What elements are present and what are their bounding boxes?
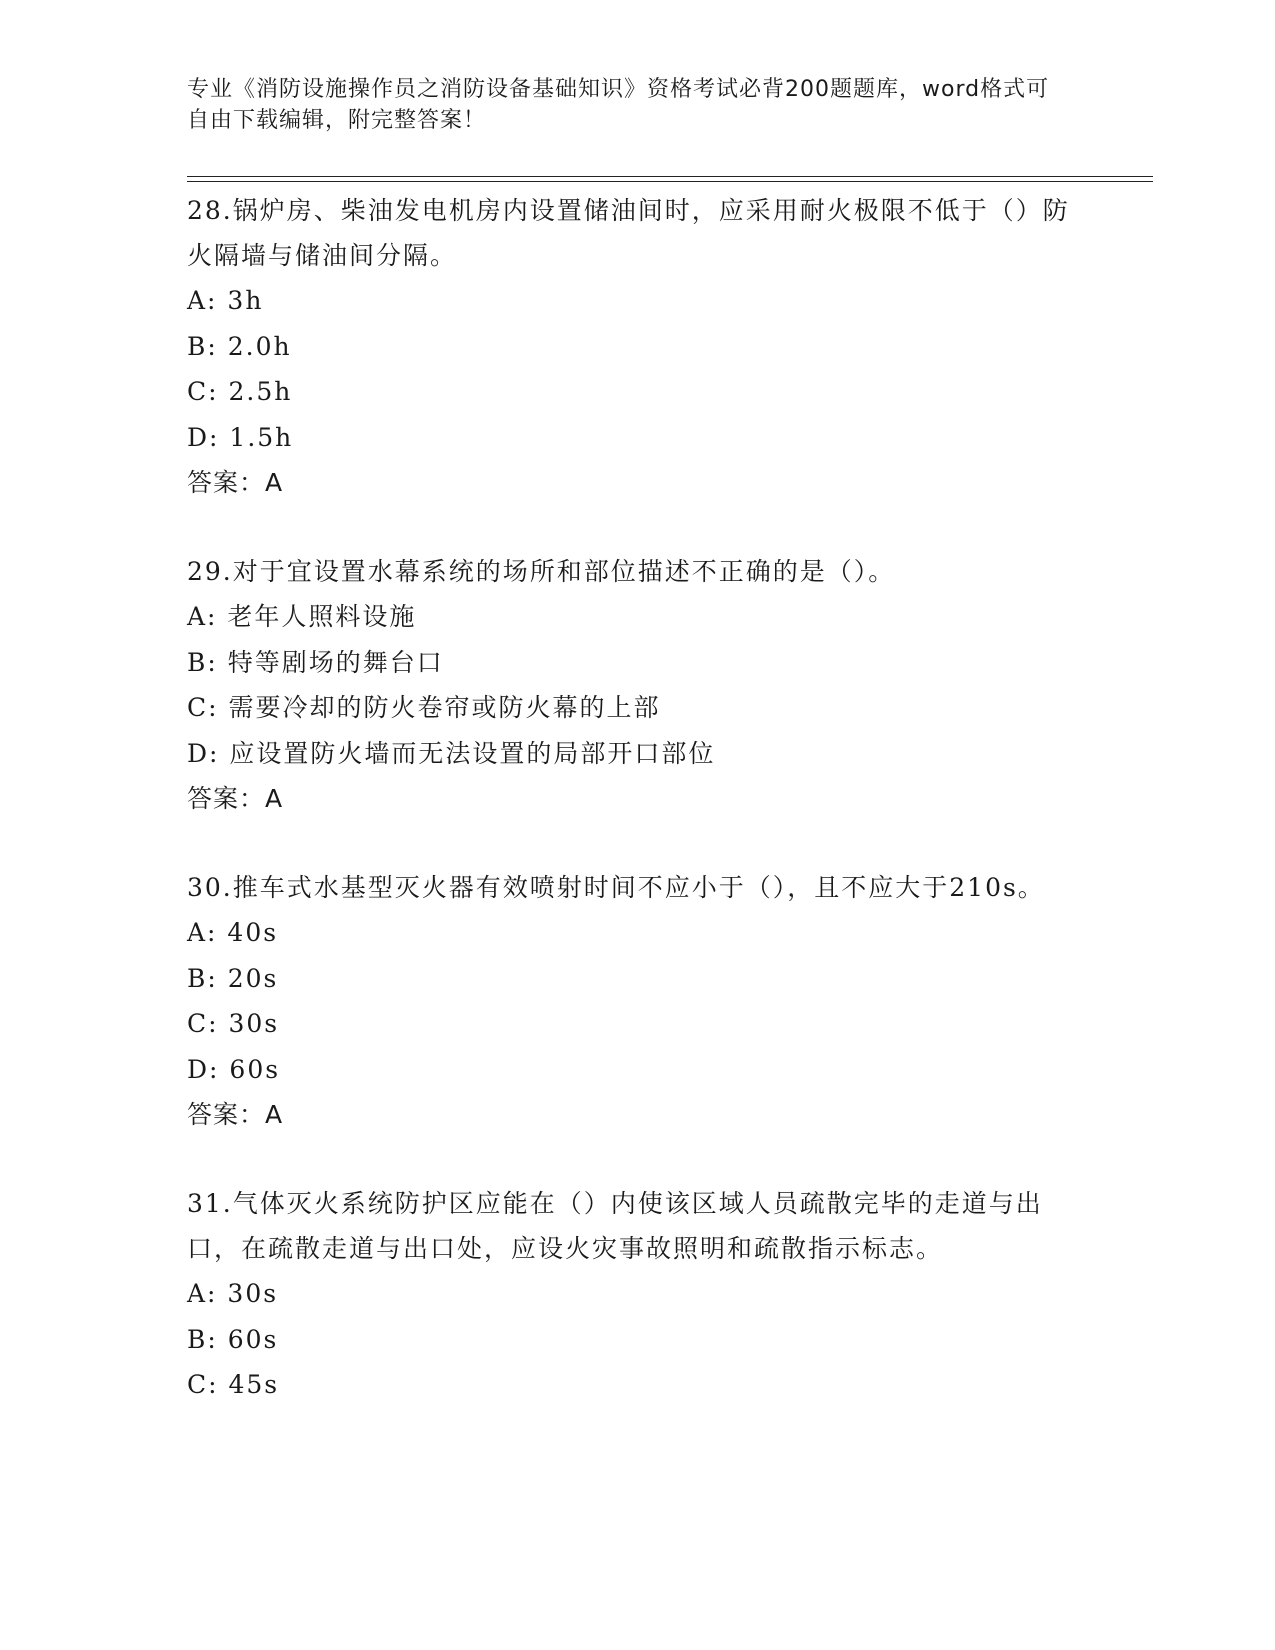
option-c: C: 30s: [187, 1009, 280, 1038]
question-stem: 31.气体灭火系统防护区应能在（）内使该区域人员疏散完毕的走道与出口，在疏散走道与出口处，应设火灾事故照明和疏散指示标志。: [187, 1189, 1043, 1263]
option-b: B: 60s: [187, 1324, 279, 1354]
question-29: [187, 549, 1087, 821]
answer: 答案：A: [187, 468, 284, 497]
question-list: [187, 188, 1087, 1408]
question-stem: 28.锅炉房、柴油发电机房内设置储油间时，应采用耐火极限不低于（）防火隔墙与储油间分隔。: [187, 196, 1070, 270]
answer: 答案：A: [187, 1100, 284, 1129]
option-c: C: 2.5h: [187, 377, 293, 406]
option-a: A: 老年人照料设施: [187, 602, 417, 631]
option-b: B: 特等剧场的舞台口: [187, 647, 444, 677]
question-stem: 30.推车式水基型灭火器有效喷射时间不应小于（），且不应大于210s。: [187, 873, 1045, 902]
document-header: 专业《消防设施操作员之消防设备基础知识》资格考试必背200题题库，word格式可自由下载编辑，附完整答案！: [187, 77, 1050, 133]
option-d: D: 60s: [187, 1054, 281, 1084]
question-30: [187, 865, 1087, 1137]
option-d: D: 应设置防火墙而无法设置的局部开口部位: [187, 738, 716, 768]
option-c: C: 需要冷却的防火卷帘或防火幕的上部: [187, 693, 661, 722]
option-a: A: 3h: [187, 286, 264, 315]
question-28: [187, 188, 1087, 505]
option-d: D: 1.5h: [187, 422, 294, 452]
option-b: B: 2.0h: [187, 331, 292, 361]
option-b: B: 20s: [187, 963, 279, 993]
question-31: [187, 1181, 1087, 1408]
question-stem: 29.对于宜设置水幕系统的场所和部位描述不正确的是（）。: [187, 557, 896, 586]
option-a: A: 40s: [187, 918, 279, 947]
header-divider-bottom: [187, 181, 1153, 182]
option-a: A: 30s: [187, 1279, 279, 1308]
option-c: C: 45s: [187, 1370, 280, 1399]
header-divider-top: [187, 176, 1153, 177]
answer: 答案：A: [187, 784, 284, 813]
